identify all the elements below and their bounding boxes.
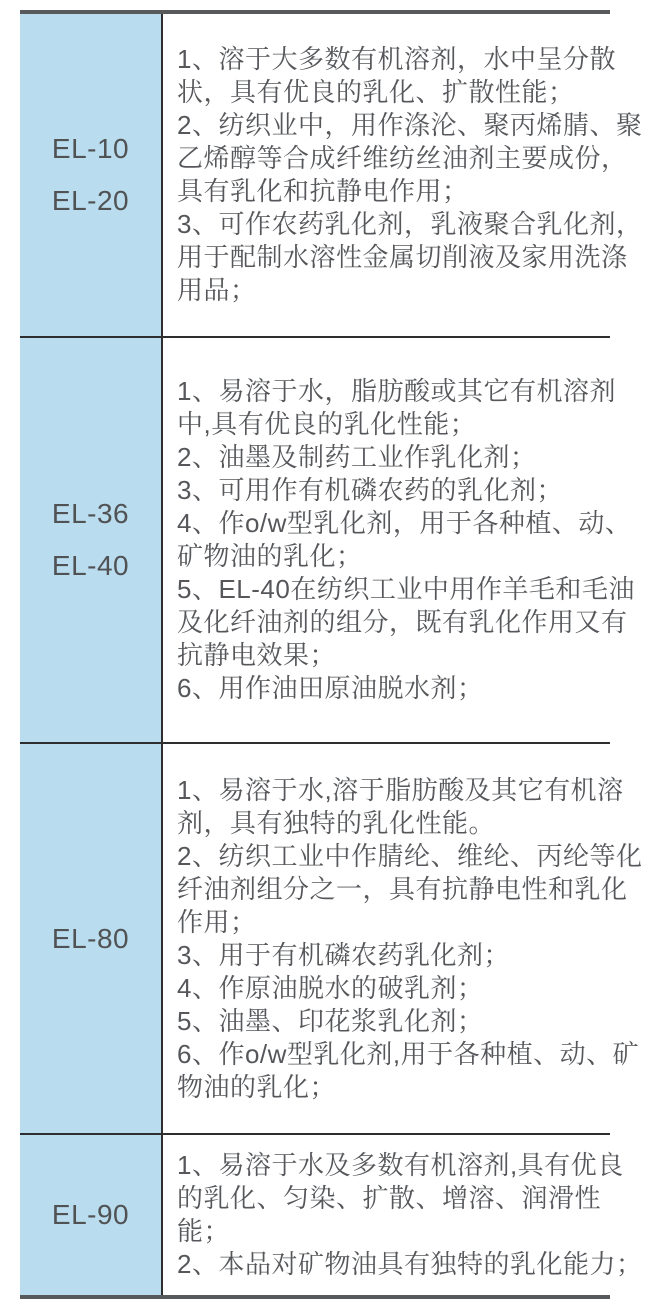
product-model-label: EL-80	[51, 922, 130, 954]
description-item: 4、作原油脱水的破乳剂；	[177, 972, 484, 1003]
table-row	[20, 744, 643, 1135]
description-item: 2、纺织工业中作腈纶、维纶、丙纶等化纤油剂组分之一，具有抗静电性和乳化作用；	[177, 840, 643, 937]
product-description-cell	[163, 29, 645, 321]
product-model-label: EL-90	[51, 1199, 130, 1230]
description-item: 1、易溶于水,溶于脂肪酸及其它有机溶剂，具有独特的乳化性能。	[177, 774, 624, 838]
description-item: 4、作o/w型乳化剂，用于各种植、动、矿物油的乳化；	[177, 508, 632, 571]
product-model-label: EL-36	[51, 498, 130, 529]
product-model-label: EL-20	[51, 185, 130, 216]
description-item: 6、用作油田原油脱水剂；	[177, 673, 484, 703]
table-row	[20, 338, 635, 744]
description-item: 3、可作农药乳化剂，乳液聚合乳化剂，用于配制水溶性金属切削液及家用洗涤用品；	[177, 209, 643, 305]
product-description-cell	[163, 1135, 645, 1295]
product-model-label: EL-40	[51, 550, 130, 581]
description-item: 1、溶于大多数有机溶剂，水中呈分散状，具有优良的乳化、扩散性能；	[177, 44, 616, 107]
product-model-cell	[20, 1135, 163, 1295]
product-model-label: EL-10	[51, 133, 130, 164]
table-row	[20, 1135, 643, 1295]
product-model-cell	[20, 338, 163, 742]
description-item: 1、易溶于水，脂肪酸或其它有机溶剂中,具有优良的乳化性能；	[177, 376, 616, 439]
description-item: 5、EL-40在纺织工业中用作羊毛和毛油及化纤油剂的组分，既有乳化作用又有抗静电效果；	[177, 574, 635, 670]
description-item: 6、作o/w型乳化剂,用于各种植、动、矿物油的乳化；	[177, 1038, 640, 1102]
product-description-cell	[163, 760, 645, 1118]
description-item: 2、油墨及制药工业作乳化剂；	[177, 442, 537, 472]
description-item: 2、纺织业中，用作涤沦、聚丙烯腈、聚乙烯醇等合成纤维纺丝油剂主要成份，具有乳化和抗静电作用；	[177, 110, 643, 206]
table-row	[20, 14, 643, 338]
description-item: 3、可用作有机磷农药的乳化剂；	[177, 475, 563, 505]
product-application-table	[20, 10, 643, 1299]
product-model-cell	[20, 744, 163, 1133]
product-description-cell	[163, 361, 645, 719]
description-item: 5、油墨、印花浆乳化剂；	[177, 1005, 484, 1036]
description-item: 3、用于有机磷农药乳化剂；	[177, 939, 510, 970]
product-model-cell	[20, 14, 163, 336]
description-item: 2、本品对矿物油具有独特的乳化能力；	[177, 1249, 643, 1279]
description-item: 1、易溶于水及多数有机溶剂,具有优良的乳化、匀染、扩散、增溶、润滑性能；	[177, 1150, 624, 1246]
